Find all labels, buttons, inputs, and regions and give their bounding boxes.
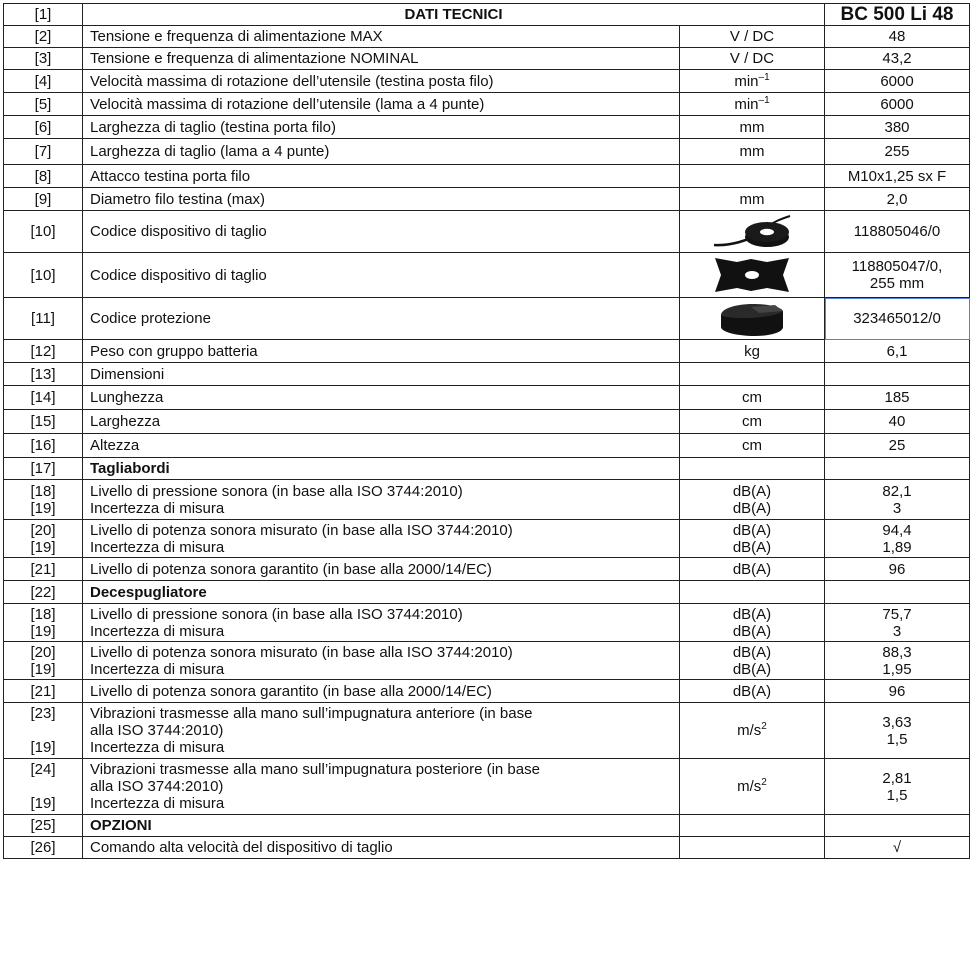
unit-exponent: –1 <box>758 94 770 106</box>
table-row <box>4 759 970 815</box>
row-ref: [21] <box>4 558 83 581</box>
table-row <box>4 253 970 298</box>
trimmer-head-icon <box>712 215 792 249</box>
table-row <box>4 188 970 211</box>
section-row <box>4 815 970 837</box>
row-icon-cell <box>680 211 825 253</box>
value-line: 118805047/0, <box>851 258 943 275</box>
row-description: Livello di pressione sonora (in base alla ISO 3744:2010) Incertezza di misura <box>83 480 680 520</box>
row-value <box>825 253 970 298</box>
table-row <box>4 558 970 581</box>
row-unit <box>680 703 825 759</box>
unit-base: min <box>734 95 759 113</box>
table-row <box>4 480 970 520</box>
row-unit <box>680 165 825 188</box>
row-description: Lunghezza <box>83 386 680 410</box>
table-row <box>4 604 970 642</box>
row-description: Tensione e frequenza di alimentazione MAX <box>83 26 680 48</box>
row-value: 25 <box>825 434 970 458</box>
unit-base: m/s <box>737 722 762 739</box>
row-ref: [3] <box>4 48 83 70</box>
table-row <box>4 642 970 680</box>
row-value: 6,1 <box>825 340 970 363</box>
table-row <box>4 520 970 558</box>
row-description: Livello di potenza sonora misurato (in base alla ISO 3744:2010) Incertezza di misura <box>83 642 680 680</box>
table-row <box>4 386 970 410</box>
table-row <box>4 48 970 70</box>
row-unit: mm <box>680 116 825 139</box>
row-value: M10x1,25 sx F <box>825 165 970 188</box>
model-name: BC 500 Li 48 <box>825 4 970 26</box>
row-value: 94,4 1,89 <box>825 520 970 558</box>
row-unit: dB(A) dB(A) <box>680 480 825 520</box>
row-ref: [12] <box>4 340 83 363</box>
row-value: 323465012/0 <box>825 298 970 340</box>
row-unit: dB(A) dB(A) <box>680 642 825 680</box>
row-unit: V / DC <box>680 26 825 48</box>
table-row <box>4 165 970 188</box>
row-unit: kg <box>680 340 825 363</box>
value-line: 255 mm <box>869 275 925 292</box>
table-row <box>4 93 970 116</box>
technical-data-table <box>3 3 970 859</box>
table-row <box>4 211 970 253</box>
row-value: 380 <box>825 116 970 139</box>
table-row <box>4 116 970 139</box>
table-row <box>4 703 970 759</box>
table-row <box>4 298 970 340</box>
row-ref: [10] <box>4 253 83 298</box>
row-value: 96 <box>825 558 970 581</box>
row-ref: [22] <box>4 581 83 604</box>
row-ref: [20] [19] <box>4 642 83 680</box>
row-ref: [23] [19] <box>4 703 83 759</box>
table-row <box>4 434 970 458</box>
unit-exponent: 2 <box>761 777 767 788</box>
row-description: Codice dispositivo di taglio <box>83 211 680 253</box>
row-icon-cell <box>680 253 825 298</box>
row-unit: dB(A) dB(A) <box>680 604 825 642</box>
row-unit: mm <box>680 188 825 211</box>
row-description: Velocità massima di rotazione dell’utensile (lama a 4 punte) <box>83 93 680 116</box>
row-value: 2,0 <box>825 188 970 211</box>
row-ref: [7] <box>4 139 83 165</box>
row-description: Vibrazioni trasmesse alla mano sull’impugnatura posteriore (in base alla ISO 3744:2010) Incertezza di misura <box>83 759 680 815</box>
row-unit: cm <box>680 410 825 434</box>
guard-icon <box>715 301 789 337</box>
row-value: 43,2 <box>825 48 970 70</box>
row-ref: [4] <box>4 70 83 93</box>
row-value: 96 <box>825 680 970 703</box>
unit-exponent: –1 <box>758 71 770 83</box>
row-description: Altezza <box>83 434 680 458</box>
row-description: Livello di potenza sonora garantito (in base alla 2000/14/EC) <box>83 680 680 703</box>
row-value: 82,1 3 <box>825 480 970 520</box>
row-ref: [25] <box>4 815 83 837</box>
unit-exponent: 2 <box>761 721 767 732</box>
table-row <box>4 837 970 859</box>
four-point-blade-icon <box>711 256 793 294</box>
row-description: Attacco testina porta filo <box>83 165 680 188</box>
row-unit: dB(A) <box>680 680 825 703</box>
section-row <box>4 458 970 480</box>
row-description: Diametro filo testina (max) <box>83 188 680 211</box>
row-ref: [26] <box>4 837 83 859</box>
row-value: 118805046/0 <box>825 211 970 253</box>
section-heading: Tagliabordi <box>83 458 680 480</box>
row-description: Dimensioni <box>83 363 680 386</box>
row-value: 48 <box>825 26 970 48</box>
row-value: 6000 <box>825 93 970 116</box>
row-ref: [21] <box>4 680 83 703</box>
table-row <box>4 363 970 386</box>
table-title: DATI TECNICI <box>83 4 825 26</box>
row-description: Comando alta velocità del dispositivo di taglio <box>83 837 680 859</box>
row-ref: [13] <box>4 363 83 386</box>
unit-base: min <box>734 72 759 90</box>
header-ref: [1] <box>4 4 83 26</box>
row-value: 88,3 1,95 <box>825 642 970 680</box>
row-value: 40 <box>825 410 970 434</box>
row-description: Livello di potenza sonora garantito (in base alla 2000/14/EC) <box>83 558 680 581</box>
section-heading: Decespugliatore <box>83 581 680 604</box>
row-description: Velocità massima di rotazione dell’utensile (testina posta filo) <box>83 70 680 93</box>
row-description: Codice dispositivo di taglio <box>83 253 680 298</box>
row-description: Vibrazioni trasmesse alla mano sull’impugnatura anteriore (in base alla ISO 3744:2010) Incertezza di misura <box>83 703 680 759</box>
row-ref: [17] <box>4 458 83 480</box>
row-description: Livello di potenza sonora misurato (in base alla ISO 3744:2010) Incertezza di misura <box>83 520 680 558</box>
row-description: Codice protezione <box>83 298 680 340</box>
row-ref: [20] [19] <box>4 520 83 558</box>
row-ref: [6] <box>4 116 83 139</box>
table-row <box>4 340 970 363</box>
row-description: Larghezza <box>83 410 680 434</box>
row-unit: dB(A) dB(A) <box>680 520 825 558</box>
row-value <box>825 363 970 386</box>
row-description: Livello di pressione sonora (in base alla ISO 3744:2010) Incertezza di misura <box>83 604 680 642</box>
row-ref: [24] [19] <box>4 759 83 815</box>
row-value: 3,63 1,5 <box>825 703 970 759</box>
row-ref: [18] [19] <box>4 480 83 520</box>
table-row <box>4 26 970 48</box>
row-unit <box>680 837 825 859</box>
row-ref: [15] <box>4 410 83 434</box>
row-value: 185 <box>825 386 970 410</box>
row-ref: [14] <box>4 386 83 410</box>
row-description: Peso con gruppo batteria <box>83 340 680 363</box>
row-unit: cm <box>680 386 825 410</box>
row-value: 255 <box>825 139 970 165</box>
row-ref: [2] <box>4 26 83 48</box>
row-unit <box>680 93 825 116</box>
row-unit: cm <box>680 434 825 458</box>
row-description: Tensione e frequenza di alimentazione NOMINAL <box>83 48 680 70</box>
row-unit <box>680 363 825 386</box>
row-description: Larghezza di taglio (testina porta filo) <box>83 116 680 139</box>
table-row <box>4 70 970 93</box>
row-unit: mm <box>680 139 825 165</box>
section-heading: OPZIONI <box>83 815 680 837</box>
row-value: 6000 <box>825 70 970 93</box>
section-row <box>4 581 970 604</box>
row-unit <box>680 70 825 93</box>
row-icon-cell <box>680 298 825 340</box>
table-row <box>4 410 970 434</box>
unit-base: m/s <box>737 778 762 795</box>
row-unit: dB(A) <box>680 558 825 581</box>
row-ref: [9] <box>4 188 83 211</box>
table-row <box>4 680 970 703</box>
row-ref: [11] <box>4 298 83 340</box>
row-unit <box>680 759 825 815</box>
row-ref: [18] [19] <box>4 604 83 642</box>
row-description: Larghezza di taglio (lama a 4 punte) <box>83 139 680 165</box>
row-ref: [5] <box>4 93 83 116</box>
row-value: 2,81 1,5 <box>825 759 970 815</box>
row-ref: [10] <box>4 211 83 253</box>
row-value: √ <box>825 837 970 859</box>
table-row <box>4 139 970 165</box>
row-unit: V / DC <box>680 48 825 70</box>
row-ref: [16] <box>4 434 83 458</box>
header-row <box>4 4 970 26</box>
row-ref: [8] <box>4 165 83 188</box>
row-value: 75,7 3 <box>825 604 970 642</box>
